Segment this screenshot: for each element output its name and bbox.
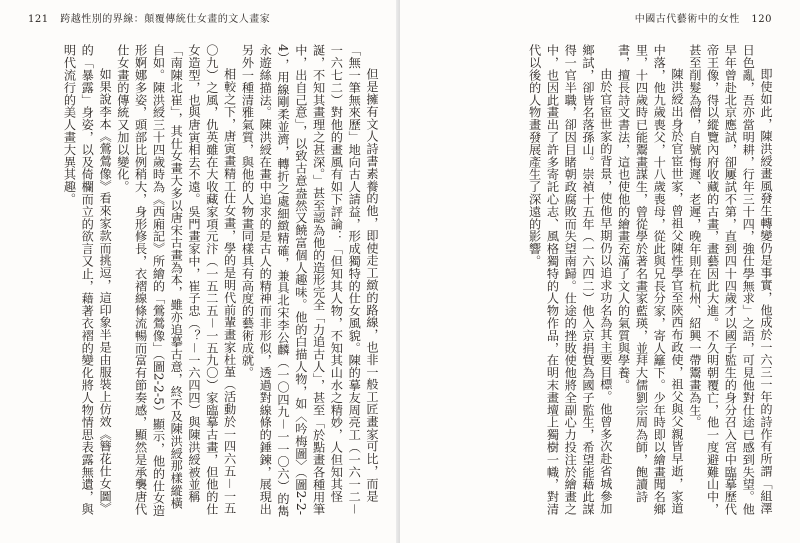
right-page <box>400 0 800 543</box>
left-running-title: 跨越性別的界線：顛覆傳統仕女畫的文人畫家 <box>60 14 271 25</box>
right-paragraph-2: 陳洪綬出身於官宦世家，曾祖父陳性學官至陝西布政使，祖父與父親皆早逝，家道中落，他九歲喪父，十八歲喪母，從此與兄長分家，寄人籬下。少年時即以繪畫聞名鄉里，十四歲時已能鬻畫謀生，曾從學於著名畫家藍瑛，並拜大儒劉宗周為師，飽讀詩書，擅長詩文書法，這也使他的繪畫充滿了文人的氣質與學養。 <box>616 44 685 516</box>
left-page-body <box>26 44 380 519</box>
right-paragraph-1: 即使如此，陳洪綬畫風發生轉變仍是事實，他成於一六三一年的詩作有所謂「組澤日色亂，吾亦當明耕，行年三十四，強仕學無求」之語，可見他對仕途已感到失望。他早年曾赴北京應試，卻屢試不第，直到四十四歲才以國子監生的身分召入宮中臨摹歷代帝王像，得以縱覽內府收藏的古畫，畫藝因此大進。不久明朝覆亡，他一度避難山中，甚至削髮為僧，自號悔遲、老遲，晚年則在杭州、紹興一帶鬻畫為生。 <box>687 44 773 516</box>
right-page-body <box>420 44 774 519</box>
right-running-title: 中國古代藝術中的女性 <box>634 14 740 25</box>
left-paragraph-1: 但是擁有文人詩書素養的他，即使走工緻的路線，也非一般工匠畫家可比，而是「無一筆無來歷」地向古人請益，形成獨特的仕女風貌。陳的摹友周亮工（一六一二－一六七二）對他的畫風有如下評論：「但知其人物，不知其山水之精妙，人但知其怪誕，不知其畫理之甚深。」甚至認為他的造形完全「力追古人」，甚至「於點畫各種用筆中，出自己意」，以致古意盎然又饒富個人趣味。他的白描人物，如〈吟梅圖〉（圖2-2-4），用線剛柔並濟，轉折之處細緻精確，兼具北宋李公麟（一〇四九－一一〇六）的雋永遊絲描法。陳洪綬在畫中追求的是古人的精神而非形似，透過對線條的錘鍊，展現出另外一種清雅氣質，與他的人物畫同樣具有高度的藝術成就。 <box>240 44 379 518</box>
left-page-number: 121 <box>28 14 49 25</box>
right-page-number: 120 <box>751 14 772 25</box>
left-paragraph-3: 如果說李本《鶯鶯像》看來家款而挑逗，這印象半是由服裝上仿效《簪花仕女圖》的「暴露」身姿，以及倚欄而立的欲言又止，藉著衣褶的變化將人物情思表露無遺，與明代流行的美人畫大異其趣。 <box>62 44 113 516</box>
left-paragraph-2: 相較之下，唐寅畫精工仕女畫，學的是明代前輩畫家杜堇（活動於一四六五－一五〇九）之風，仇英雖在大收藏家項元汴（一五二五－一五九〇）家臨摹古畫，但他的仕女造型，也與唐寅相去不遠。吳門畫家中，崔子忠（？－一六四四）與陳洪綬被並稱「南陳北崔」，其仕女畫大多以唐宋古畫為本，雖亦追摹古意，終不及陳洪綬那樣縱橫自如。陳洪綬三十四歲時為《西廂記》所繪的「鶯鶯像」（圖2-2-5）顯示，他的仕女造形婀娜多姿，頭部比例稍大，身形修長，衣褶線條流暢而富有節奏感，顯然是承襲唐代仕女畫的傳統又加以變化。 <box>115 44 237 517</box>
right-paragraph-3: 由於官宦世家的背景，使他早期仍以追求功名為其主要目標。他曾多次赴省城參加鄉試，卻皆名落孫山。崇禎十五年（一六四二）他入京捐貲為國子監生，希望能藉此謀得一官半職，卻因目睹朝政腐敗而失望南歸。仕途的挫敗使他將全副心力投注於繪畫之中，也因此畫出了許多寄託心志、風格獨特的人物作品，在明末畫壇上獨樹一幟，對清代以後的人物畫發展產生了深遠的影響。 <box>527 44 613 516</box>
left-page-header <box>20 10 270 25</box>
right-page-header <box>635 10 780 25</box>
